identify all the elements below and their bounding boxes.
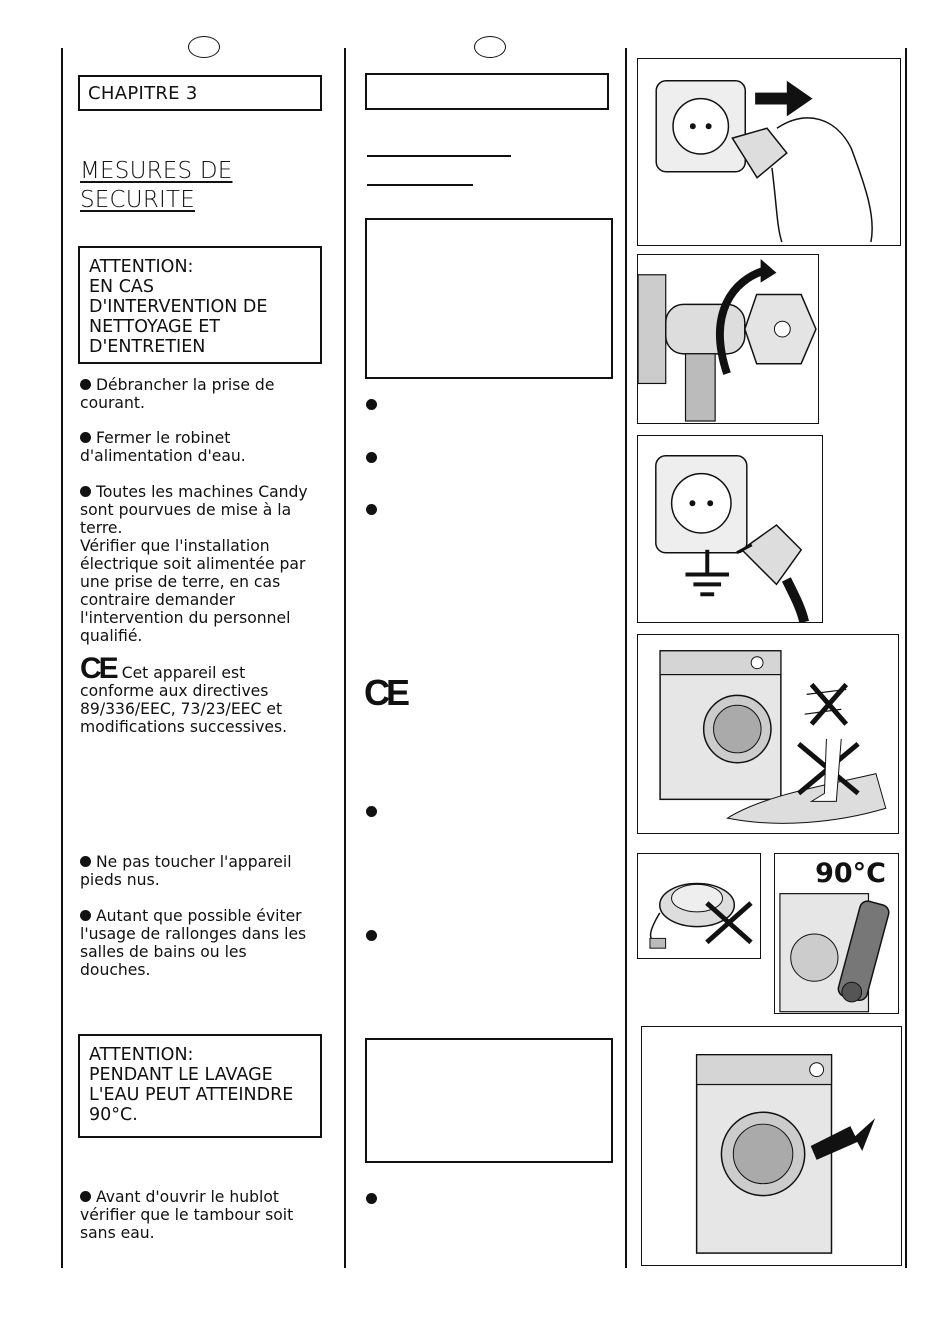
bullet-icon (366, 452, 377, 463)
outer-right-rule (905, 48, 907, 1268)
chapter-box-blank (365, 73, 609, 110)
bullet-barefoot: Ne pas toucher l'appareil pieds nus. (80, 853, 292, 889)
heading-underline-1 (367, 155, 511, 157)
left-column-rule (61, 48, 63, 1268)
illustration-water-tap (637, 254, 819, 424)
bullet-unplug: Débrancher la prise de courant. (80, 376, 275, 412)
warning-box-blank-2 (365, 1038, 613, 1163)
bullet-extension-cords: Autant que possible éviter l'usage de rallonges dans les salles de bains ou les douches. (80, 907, 307, 979)
warning-box-maintenance: ATTENTION: EN CAS D'INTERVENTION DE NETTOYAGE ET D'ENTRETIEN (78, 246, 322, 364)
bullet-icon (80, 432, 91, 443)
warning-box-blank-1 (365, 218, 613, 379)
heading-underline-2 (367, 184, 473, 186)
illustration-unplug (637, 58, 901, 246)
section-heading: MESURES DE SECURITE (80, 158, 233, 213)
bullet-icon (366, 504, 377, 515)
bullet-door-check: Avant d'ouvrir le hublot vérifier que le tambour soit sans eau. (80, 1188, 294, 1242)
ce-mark-icon: CE (80, 652, 116, 685)
bullet-icon (80, 486, 91, 497)
bullet-icon (366, 399, 377, 410)
language-marker-left (188, 36, 220, 58)
temperature-label: 90°C (815, 858, 886, 889)
bullet-icon (80, 1191, 91, 1202)
language-marker-middle (474, 36, 506, 58)
illustration-check-drum (641, 1026, 902, 1266)
illustration-hot-water (774, 853, 899, 1014)
bullet-icon (366, 930, 377, 941)
middle-column-rule (344, 48, 346, 1268)
chapter-box (78, 75, 322, 111)
ce-mark-icon: CE (364, 672, 407, 713)
illustration-no-extension-cord (637, 853, 761, 959)
ce-conformity-text: CE Cet appareil est conforme aux directives 89/336/EEC, 73/23/EEC et modifications successives. (80, 652, 288, 736)
bullet-icon (366, 806, 377, 817)
illustration-no-bare-feet (637, 634, 899, 834)
bullet-icon (80, 856, 91, 867)
warning-box-hot-water: ATTENTION: PENDANT LE LAVAGE L'EAU PEUT ATTEINDRE 90°C. (78, 1034, 322, 1138)
right-column-rule (625, 48, 627, 1268)
chapter-title: CHAPITRE 3 (88, 83, 198, 104)
bullet-close-tap: Fermer le robinet d'alimentation d'eau. (80, 429, 246, 465)
bullet-icon (80, 379, 91, 390)
bullet-icon (366, 1193, 377, 1204)
bullet-icon (80, 910, 91, 921)
illustration-earthed-socket (637, 435, 823, 623)
bullet-earthing: Toutes les machines Candy sont pourvues de mise à la terre. Vérifier que l'installation électrique soit alimentée par une prise de terre, en cas contraire demander l'intervention du personnel qualifié. (80, 483, 308, 645)
